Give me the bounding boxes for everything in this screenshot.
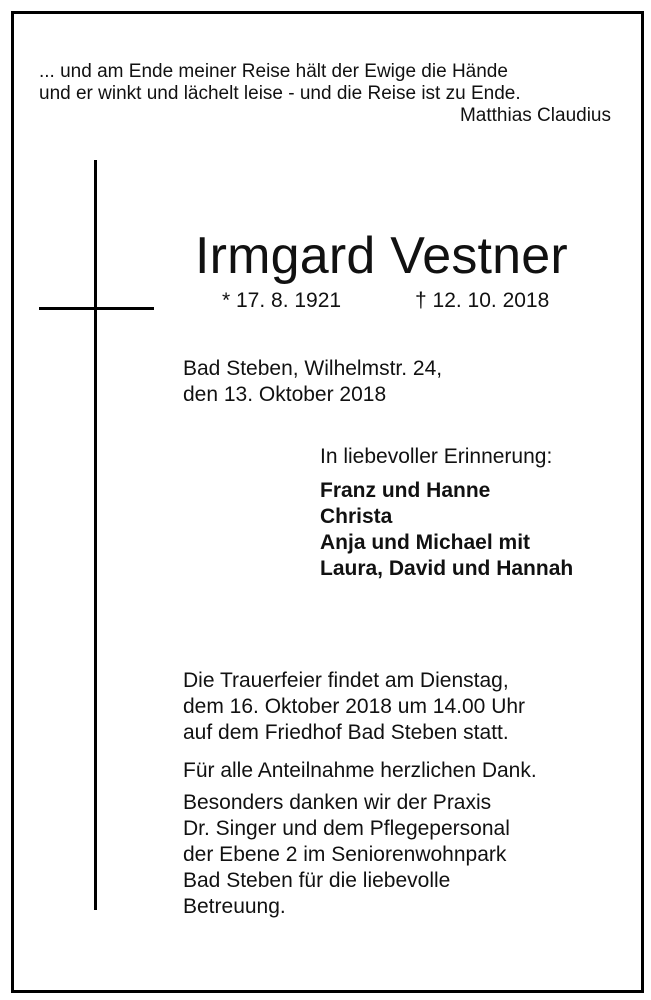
place-and-date: [183, 356, 442, 408]
memory-block: [320, 444, 573, 582]
thanks-line: der Ebene 2 im Seniorenwohnpark: [183, 843, 507, 866]
cross-icon-vertical-bar: [94, 160, 97, 910]
death-date: † 12. 10. 2018: [415, 289, 550, 312]
quote-line: und er winkt und lächelt leise - und die Reise ist zu Ende.: [39, 83, 521, 104]
deceased-name: Irmgard Vestner: [195, 227, 568, 285]
ceremony-line: auf dem Friedhof Bad Steben statt.: [183, 721, 509, 744]
thanks-line: Bad Steben für die liebevolle: [183, 869, 451, 892]
thanks-line: Für alle Anteilnahme herzlichen Dank.: [183, 759, 537, 782]
ceremony-info: [183, 668, 525, 746]
mourner-name: Christa: [320, 505, 393, 528]
date-line: den 13. Oktober 2018: [183, 383, 387, 406]
birth-date: * 17. 8. 1921: [222, 289, 342, 312]
quote-line: ... und am Ende meiner Reise hält der Ewige die Hände: [39, 61, 508, 82]
thanks-line: Besonders danken wir der Praxis: [183, 791, 492, 814]
memory-intro: In liebevoller Erinnerung:: [320, 445, 553, 468]
place-line: Bad Steben, Wilhelmstr. 24,: [183, 357, 443, 380]
mourner-name: Franz und Hanne: [320, 479, 491, 502]
thanks-line: Dr. Singer und dem Pflegepersonal: [183, 817, 510, 840]
mourner-name: Anja und Michael mit: [320, 531, 531, 554]
quote-block: [39, 61, 611, 127]
ceremony-line: Die Trauerfeier findet am Dienstag,: [183, 669, 509, 692]
thanks-block: [183, 758, 537, 920]
thanks-line: Betreuung.: [183, 895, 286, 918]
mourner-name: Laura, David und Hannah: [320, 557, 574, 580]
ceremony-line: dem 16. Oktober 2018 um 14.00 Uhr: [183, 695, 526, 718]
quote-author: Matthias Claudius: [459, 105, 611, 126]
mourners-list: [320, 478, 573, 582]
cross-icon-horizontal-bar: [39, 307, 154, 310]
